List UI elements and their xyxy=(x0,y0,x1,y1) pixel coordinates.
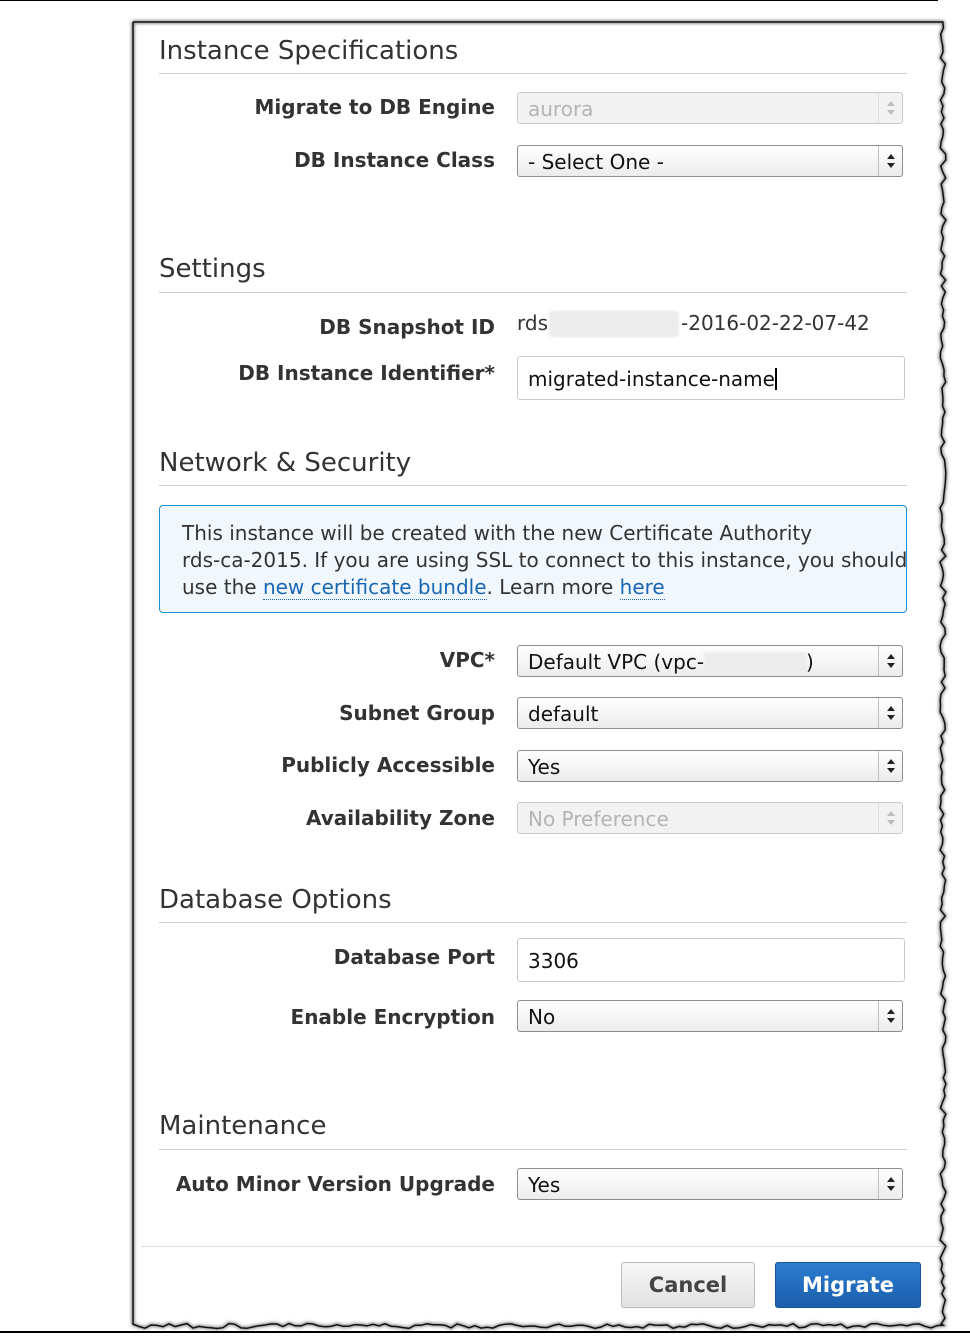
subnet-group-value: default xyxy=(528,702,599,726)
vpc-select[interactable] xyxy=(517,645,903,677)
vpc-value-suffix: ) xyxy=(806,650,814,674)
select-arrows-icon xyxy=(878,1169,902,1199)
auto-minor-version-select[interactable] xyxy=(517,1168,903,1200)
subnet-group-select[interactable] xyxy=(517,697,903,729)
alert-line-3-text: use the xyxy=(182,575,263,599)
certificate-info-alert xyxy=(159,505,907,613)
database-port-input[interactable] xyxy=(517,938,905,982)
snapshot-id-prefix: rds xyxy=(517,311,548,335)
enable-encryption-select[interactable] xyxy=(517,1000,903,1032)
publicly-accessible-value: Yes xyxy=(528,755,561,779)
section-divider xyxy=(159,485,907,486)
enable-encryption-label: Enable Encryption xyxy=(290,1005,495,1029)
availability-zone-label: Availability Zone xyxy=(306,806,495,830)
enable-encryption-value: No xyxy=(528,1005,556,1029)
redacted-snapshot-part xyxy=(549,311,679,337)
section-title-instance-specs: Instance Specifications xyxy=(159,36,459,66)
instance-identifier-label: DB Instance Identifier* xyxy=(238,361,495,385)
section-title-maintenance: Maintenance xyxy=(159,1111,327,1141)
publicly-accessible-label: Publicly Accessible xyxy=(281,753,495,777)
footer-divider xyxy=(141,1246,941,1247)
alert-line-3 xyxy=(182,575,665,599)
select-arrows-icon xyxy=(878,803,902,833)
cancel-button[interactable]: Cancel xyxy=(621,1262,755,1308)
learn-more-link[interactable]: here xyxy=(619,575,665,599)
select-arrows-icon xyxy=(878,646,902,676)
vpc-value-prefix: Default VPC (vpc- xyxy=(528,650,705,674)
db-instance-class-select[interactable] xyxy=(517,145,903,177)
db-instance-identifier-value: migrated-instance-name xyxy=(528,367,775,391)
database-port-value: 3306 xyxy=(528,949,579,973)
migrate-button[interactable]: Migrate xyxy=(775,1262,921,1308)
section-title-network: Network & Security xyxy=(159,448,412,478)
db-instance-identifier-input[interactable] xyxy=(517,356,905,400)
select-arrows-icon xyxy=(878,93,902,123)
availability-zone-value: No Preference xyxy=(528,807,669,831)
publicly-accessible-select[interactable] xyxy=(517,750,903,782)
select-arrows-icon xyxy=(878,1001,902,1031)
availability-zone-select xyxy=(517,802,903,834)
snapshot-id-label: DB Snapshot ID xyxy=(319,315,495,339)
section-divider xyxy=(159,1149,907,1150)
section-title-settings: Settings xyxy=(159,254,266,284)
snapshot-id-suffix: -2016-02-22-07-42 xyxy=(681,311,870,335)
db-instance-class-value: - Select One - xyxy=(528,150,664,174)
alert-line-1: This instance will be created with the new Certificate Authority xyxy=(182,521,813,545)
migrate-dialog xyxy=(133,22,941,1328)
db-engine-value: aurora xyxy=(528,97,594,121)
vpc-label: VPC* xyxy=(439,648,495,672)
section-title-database-options: Database Options xyxy=(159,885,392,915)
database-port-label: Database Port xyxy=(333,945,495,969)
text-cursor xyxy=(775,368,777,390)
subnet-group-label: Subnet Group xyxy=(339,701,495,725)
certificate-bundle-link[interactable]: new certificate bundle xyxy=(262,575,487,599)
alert-line-2: rds-ca-2015. If you are using SSL to connect to this instance, you should xyxy=(182,548,908,572)
top-border xyxy=(0,0,938,1)
engine-label: Migrate to DB Engine xyxy=(254,95,495,119)
alert-learn-more-text: . Learn more xyxy=(486,575,620,599)
section-divider xyxy=(159,922,907,923)
section-divider xyxy=(159,292,907,293)
redacted-vpc-id xyxy=(704,652,806,672)
auto-minor-version-label: Auto Minor Version Upgrade xyxy=(175,1172,495,1196)
section-divider xyxy=(159,73,907,74)
select-arrows-icon xyxy=(878,698,902,728)
instance-class-label: DB Instance Class xyxy=(294,148,495,172)
select-arrows-icon xyxy=(878,751,902,781)
db-engine-select xyxy=(517,92,903,124)
auto-minor-version-value: Yes xyxy=(528,1173,561,1197)
bottom-border xyxy=(0,1331,970,1333)
select-arrows-icon xyxy=(878,146,902,176)
